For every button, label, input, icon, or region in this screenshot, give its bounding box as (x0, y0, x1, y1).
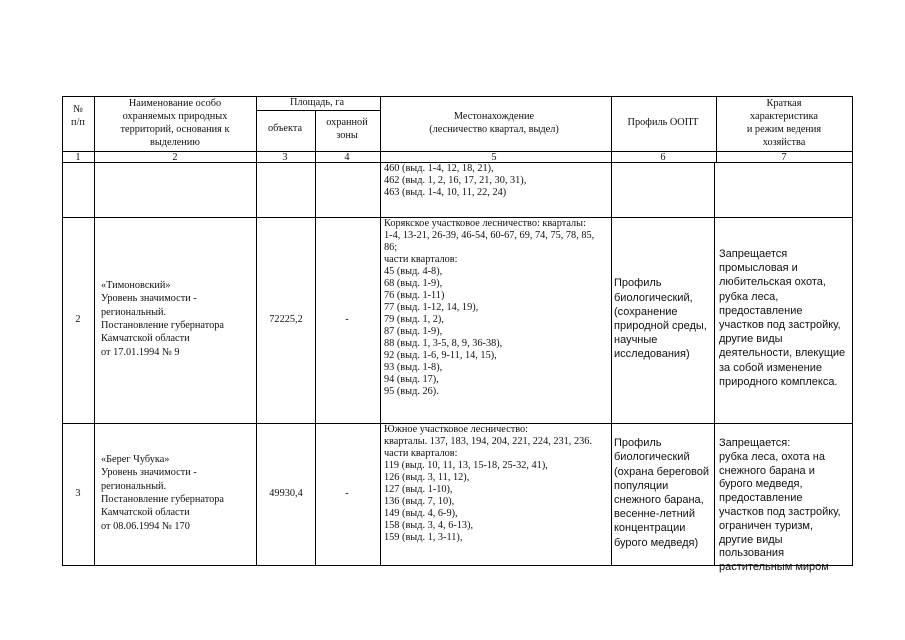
header-regime: хозяйства (762, 137, 806, 148)
location-line: 1-4, 13-21, 26-39, 46-54, 60-67, 69, 74, 75, 78, 85, (384, 230, 595, 241)
regime-line: природного комплекса. (719, 375, 838, 388)
profile-line: биологический (614, 451, 690, 464)
location-line: Корякское участковое лесничество: кварталы: (384, 218, 586, 229)
profile-line: бурого медведя) (614, 536, 699, 549)
table-top-border (62, 96, 853, 97)
column-divider (256, 96, 257, 566)
territory-name-line: Постановление губернатора (101, 320, 224, 331)
profile-line: Профиль (614, 277, 662, 290)
column-divider (94, 96, 95, 566)
location-line: 94 (выд. 17), (384, 374, 439, 385)
territory-name-line: от 17.01.1994 № 9 (101, 346, 180, 358)
location-line: 149 (выд. 4, 6-9), (384, 508, 458, 519)
location-line: 126 (выд. 3, 11, 12), (384, 472, 470, 483)
column-number-label: 4 (344, 152, 350, 163)
regime-line: промысловая и (719, 262, 798, 275)
regime-line: предоставление (719, 304, 803, 317)
location-line: 462 (выд. 1, 2, 16, 17, 21, 30, 31), (384, 175, 527, 186)
regime-line: рубка леса, охота на (719, 450, 825, 463)
row-number: 2 (75, 314, 81, 325)
profile-line: (охрана береговой (614, 465, 710, 478)
regime-line: Запрещается (719, 248, 788, 260)
regime-line: предоставление (719, 492, 803, 505)
area-value: 49930,4 (269, 488, 303, 499)
regime-line: пользования (719, 547, 785, 560)
column-number-label: 2 (172, 152, 178, 163)
location-line: 79 (выд. 1, 2), (384, 314, 444, 325)
header-number: п/п (71, 116, 85, 128)
territory-name-line: Уровень значимости - (101, 293, 197, 305)
profile-line: концентрации (614, 522, 686, 535)
header-area-object: объекта (267, 123, 303, 134)
location-line: 68 (выд. 1-9), (384, 278, 443, 289)
location-line: 93 (выд. 1-8), (384, 362, 443, 373)
location-line: 86; (384, 242, 398, 253)
profile-line: весенне-летний (614, 508, 695, 521)
header-name: охраняемых природных (122, 111, 228, 122)
column-divider (380, 96, 381, 566)
regime-line: Запрещается: (719, 437, 791, 449)
header-area-buffer: охранной (326, 117, 368, 128)
profile-line: исследования) (614, 348, 690, 361)
regime-line: за собой изменение (719, 361, 822, 374)
regime-line: деятельности, влекущие (719, 347, 846, 360)
profile-line: Профиль (614, 437, 662, 450)
regime-line: другие виды (719, 333, 783, 346)
territory-name-line: региональный. (101, 480, 167, 492)
regime-line: растительным миром (719, 561, 829, 574)
row-number: 3 (75, 488, 81, 499)
regime-line: ограничен туризм, (719, 519, 814, 532)
territory-name-line: «Тимоновский» (101, 280, 171, 292)
profile-line: (сохранение (614, 305, 678, 318)
regime-line: участков под застройку, (719, 319, 841, 331)
location-line: 87 (выд. 1-9), (384, 326, 443, 337)
regime-line: рубка леса, (719, 290, 779, 303)
location-line: части кварталов: (384, 448, 458, 459)
territory-name-line: от 08.06.1994 № 170 (101, 520, 190, 532)
area-group-divider (256, 110, 381, 111)
column-number-label: 1 (75, 152, 81, 163)
header-name: территорий, основания к (120, 124, 230, 135)
column-divider (62, 96, 63, 566)
location-line: части кварталов: (384, 254, 458, 265)
location-line: 127 (выд. 1-10), (384, 484, 453, 495)
territory-name-line: Камчатской области (101, 507, 190, 519)
location-line: 88 (выд. 1, 3-5, 8, 9, 36-38), (384, 338, 503, 349)
profile-line: биологический, (614, 291, 693, 304)
header-area-buffer: зоны (336, 130, 358, 141)
column-number-label: 7 (781, 152, 787, 163)
territory-name-line: «Берег Чубука» (101, 454, 170, 466)
location-line: 77 (выд. 1-12, 14, 19), (384, 302, 479, 313)
header-name: выделению (149, 137, 201, 148)
location-line: 92 (выд. 1-6, 9-11, 14, 15), (384, 350, 497, 361)
column-divider (714, 162, 715, 566)
territory-name-line: региональный. (101, 306, 167, 318)
regime-line: бурого медведя, (719, 478, 803, 491)
profile-line: научные (614, 334, 658, 347)
regime-line: любительская охота, (719, 276, 826, 289)
header-number: № (73, 104, 83, 115)
column-divider (315, 110, 316, 566)
header-area-group: Площадь, га (289, 97, 345, 108)
location-line: Южное участковое лесничество: (384, 424, 528, 435)
location-line: 45 (выд. 4-8), (384, 266, 443, 277)
profile-line: популяции (614, 479, 669, 492)
buffer-zone-value: - (345, 314, 349, 325)
header-location: Местонахождение (453, 111, 535, 122)
location-line: 460 (выд. 1-4, 12, 18, 21), (384, 163, 494, 174)
location-line: 95 (выд. 26). (384, 386, 439, 397)
header-regime: и режим ведения (746, 124, 822, 135)
profile-line: снежного барана, (614, 494, 704, 506)
header-name: Наименование особо (128, 98, 222, 109)
area-value: 72225,2 (269, 314, 303, 325)
column-number-label: 3 (282, 152, 288, 163)
location-line: 76 (выд. 1-11) (384, 290, 445, 301)
buffer-zone-value: - (345, 488, 349, 499)
location-line: кварталы. 137, 183, 194, 204, 221, 224, 231, 236. (384, 436, 592, 447)
location-line: 136 (выд. 7, 10), (384, 496, 455, 507)
column-divider (611, 96, 612, 566)
header-bottom-rule (62, 151, 853, 152)
location-line: 119 (выд. 10, 11, 13, 15-18, 25-32, 41), (384, 460, 548, 471)
column-divider (716, 96, 717, 163)
territory-name-line: Камчатской области (101, 333, 190, 345)
regime-line: другие виды (719, 533, 783, 546)
regime-line: снежного барана и (719, 464, 815, 477)
column-divider (852, 96, 853, 566)
header-regime: характеристика (750, 111, 818, 122)
location-line: 159 (выд. 1, 3-11), (384, 532, 463, 543)
territory-name-line: Уровень значимости - (101, 467, 197, 479)
header-regime: Краткая (766, 98, 802, 109)
column-number-label: 5 (491, 152, 497, 163)
column-number-label: 6 (660, 152, 666, 163)
regime-line: участков под застройку, (719, 506, 841, 518)
header-profile: Профиль ООПТ (627, 117, 699, 128)
profile-line: природной среды, (614, 320, 707, 332)
location-line: 463 (выд. 1-4, 10, 11, 22, 24) (384, 187, 507, 198)
header-location: (лесничество квартал, выдел) (429, 124, 559, 135)
territory-name-line: Постановление губернатора (101, 494, 224, 505)
location-line: 158 (выд. 3, 4, 6-13), (384, 520, 474, 531)
